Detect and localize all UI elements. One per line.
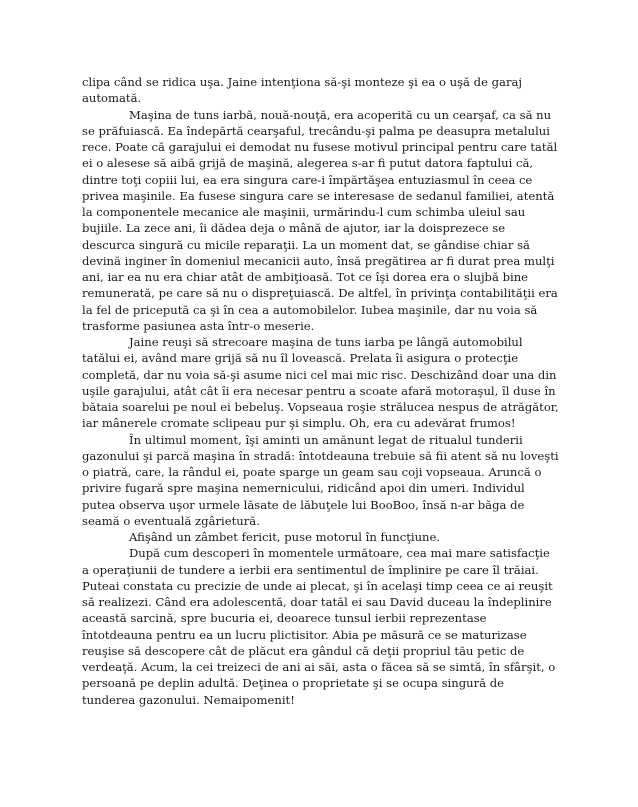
paragraph-mower: Maşina de tuns iarbă, nouă-nouţă, era acoperită cu un cearşaf, ca să nu se prăfuiască. Ea îndepărtă cearşaful, trecându-şi palma pe deasupra metalului rece. Poate că garajului ei demodat nu fusese motivul principal pentru care tatăl ei o alesese să aibă grijă de maşină, alegerea s-ar fi putut datora faptului că, dintre toţi copiii lui, ea era singura care-i împărtăşea entuziasmul în ceea ce privea maşinile. Ea fusese singura care se interesase de sedanul familiei, atentă la componentele mecanice ale maşinii, urmărindu-l cum schimba uleiul sau bujiile. La zece ani, îi dădea deja o mână de ajutor, iar la doisprezece se descurca singură cu micile reparaţii. La un moment dat, se gândise chiar să devină inginer în domeniul mecanicii auto, însă pregătirea ar fi durat prea mulţi ani, iar ea nu era chiar atât de ambiţioasă. Tot ce îşi dorea era o slujbă bine remunerată, pe care să nu o dispreţuiască. De altfel, în privinţa contabilităţii era la fel de pricepută ca şi în cea a automobilelor. Iubea maşinile, dar nu voia să trasforme pasiunea asta într-o meserie. [82, 107, 558, 333]
paragraph-garage: Jaine reuşi să strecoare maşina de tuns iarba pe lângă automobilul tatălui ei, având mare grijă să nu îl lovească. Prelata îi asigura o protecţie completă, dar nu voia să-şi asume nici cel mai mic risc. Deschizând doar una din uşile garajului, atât cât îi era necesar pentru a scoate afară motoraşul, îl duse în bătaia soarelui pe noul ei bebeluş. Vopseaua roşie strălucea nespus de atrăgător, iar mânerele cromate sclipeau pur şi simplu. Oh, era cu adevărat frumos! [82, 335, 559, 431]
paragraph-satisfaction: După cum descoperi în momentele următoare, cea mai mare satisfacţie a operaţiunii de tundere a ierbii era sentimentul de împlinire pe care îl trăiai. Puteai constata cu precizie de unde ai plecat, şi în acelaşi timp ceea ce ai reuşit să realizezi. Când era adolescentă, doar tatăl ei sau David duceau la îndeplinire această sarcină, spre bucuria ei, deoarece tunsul ierbii reprezentase întotdeauna pentru ea un lucru plictisitor. Abia pe măsură ce se maturizase reuşise să descopere cât de plăcut era gândul că deţii propriul tău petic de verdeaţă. Acum, la cei treizeci de ani ai săi, asta o făcea să se simtă, în sfârşit, o persoană pe deplin adultă. Deţinea o proprietate şi se ocupa singură de tunderea gazonului. Nemaipomenit! [82, 546, 556, 707]
document-page [82, 74, 560, 708]
paragraph-continuation: clipa când se ridica uşa. Jaine intenţiona să-şi monteze şi ea o uşă de garaj automată. [82, 75, 522, 106]
paragraph-ritual: În ultimul moment, îşi aminti un amănunt legat de ritualul tunderii gazonului şi parcă maşina în stradă: întotdeauna trebuie să fii atent să nu loveşti o piatră, care, la rândul ei, poate sparge un geam sau coji vopseaua. Aruncă o privire fugară spre maşina nemernicului, ridicând apoi din umeri. Individul putea observa uşor urmele lăsate de lăbuţele lui BooBoo, însă n-ar băga de seamă o eventuală zgârietură. [82, 432, 559, 528]
paragraph-start-engine: Afişând un zâmbet fericit, puse motorul în funcţiune. [129, 530, 441, 544]
